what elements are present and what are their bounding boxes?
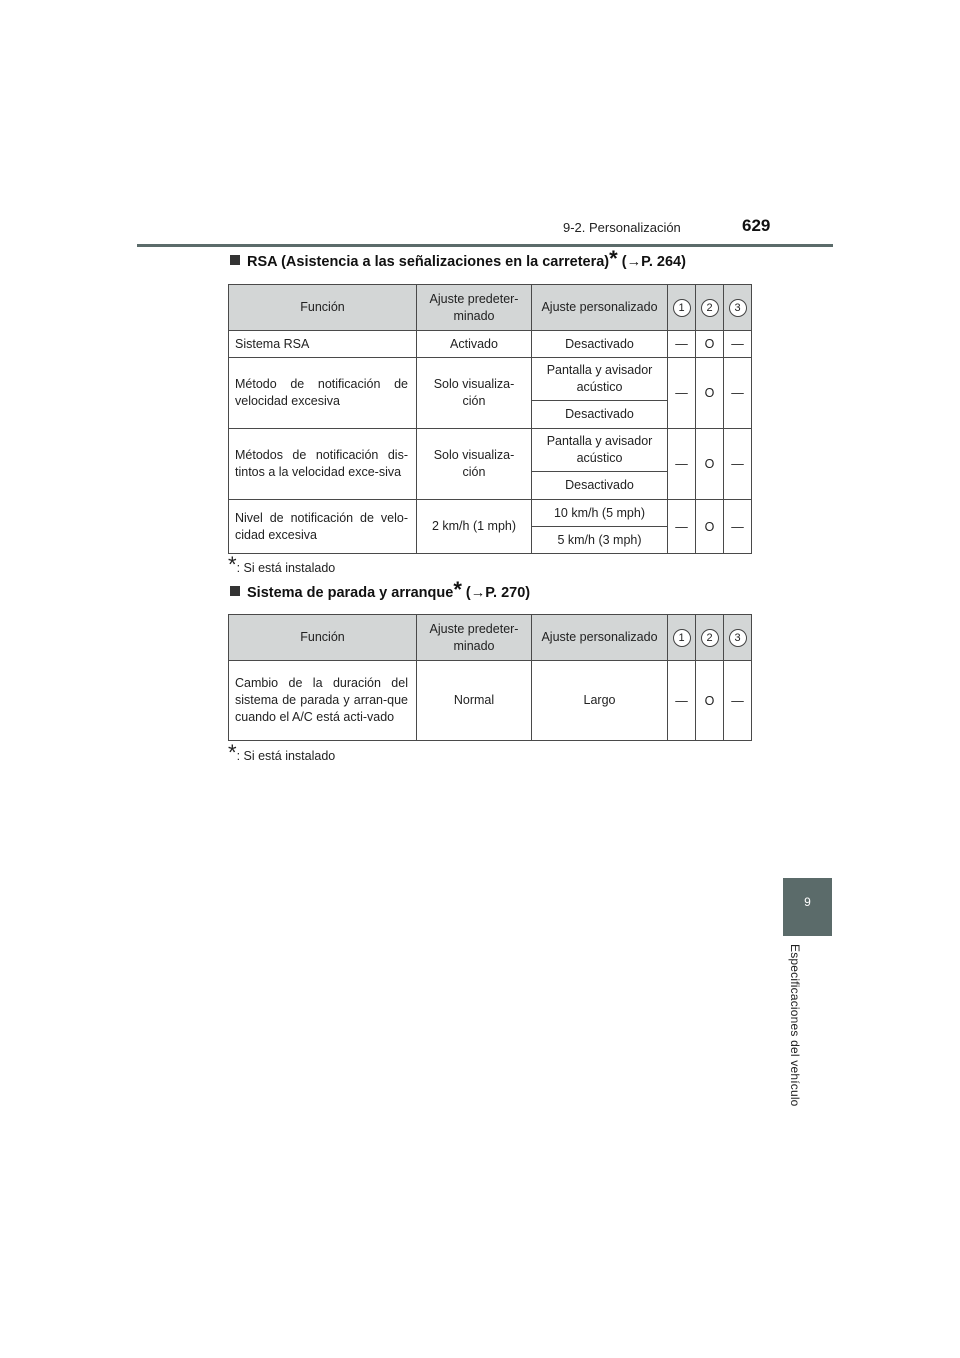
row-mark-1: — xyxy=(668,331,696,358)
header-col-2 xyxy=(696,615,724,661)
footnote-text: : Si está instalado xyxy=(236,749,336,763)
footnote-stop-start xyxy=(228,740,336,765)
number-1-circle-icon: 1 xyxy=(673,299,691,317)
asterisk-mark: * xyxy=(453,577,462,602)
table-header-row xyxy=(229,615,752,661)
row-default: Solo visualiza-ción xyxy=(417,429,532,500)
row-mark-2: O xyxy=(696,500,724,554)
row-mark-1: — xyxy=(668,358,696,429)
row-custom: Desactivado xyxy=(532,401,668,429)
header-function: Función xyxy=(229,615,417,661)
table-row xyxy=(229,500,752,527)
row-mark-2: O xyxy=(696,429,724,500)
row-function: Cambio de la duración del sistema de parada y arran-que cuando el A/C está acti-vado xyxy=(229,661,417,741)
footnote-rsa xyxy=(228,552,336,577)
row-default: Normal xyxy=(417,661,532,741)
row-custom: Pantalla y avisador acústico xyxy=(532,358,668,401)
asterisk-mark: * xyxy=(609,246,618,271)
row-mark-3: — xyxy=(724,358,752,429)
table-row xyxy=(229,358,752,401)
number-3-circle-icon: 3 xyxy=(729,629,747,647)
page-reference: (→P. 270) xyxy=(465,585,531,601)
row-default: Activado xyxy=(417,331,532,358)
row-custom: Pantalla y avisador acústico xyxy=(532,429,668,472)
row-function: Método de notificación de velocidad excesiva xyxy=(229,358,417,429)
table-header-row xyxy=(229,285,752,331)
row-function: Sistema RSA xyxy=(229,331,417,358)
row-mark-2: O xyxy=(696,661,724,741)
number-1-circle-icon: 1 xyxy=(673,629,691,647)
row-custom: Largo xyxy=(532,661,668,741)
row-custom: 5 km/h (3 mph) xyxy=(532,527,668,554)
row-mark-3: — xyxy=(724,500,752,554)
row-default: Solo visualiza-ción xyxy=(417,358,532,429)
row-mark-3: — xyxy=(724,661,752,741)
row-mark-1: — xyxy=(668,661,696,741)
header-col-3 xyxy=(724,285,752,331)
header-default: Ajuste predeter-minado xyxy=(417,615,532,661)
square-bullet-icon xyxy=(230,255,240,265)
section-heading-rsa xyxy=(230,246,686,271)
header-col-1 xyxy=(668,615,696,661)
row-mark-3: — xyxy=(724,429,752,500)
chapter-number: 9 xyxy=(804,895,811,909)
heading-text: Sistema de parada y arranque xyxy=(247,585,454,601)
number-3-circle-icon: 3 xyxy=(729,299,747,317)
number-2-circle-icon: 2 xyxy=(701,629,719,647)
header-divider xyxy=(137,244,833,247)
stop-start-settings-table xyxy=(228,614,752,741)
header-custom: Ajuste personalizado xyxy=(532,615,668,661)
table-row xyxy=(229,661,752,741)
row-mark-2: O xyxy=(696,331,724,358)
table-row xyxy=(229,429,752,472)
header-col-3 xyxy=(724,615,752,661)
row-mark-3: — xyxy=(724,331,752,358)
chapter-tab xyxy=(783,878,832,936)
square-bullet-icon xyxy=(230,586,240,596)
row-default: 2 km/h (1 mph) xyxy=(417,500,532,554)
section-title: 9-2. Personalización xyxy=(563,220,681,235)
header-col-2 xyxy=(696,285,724,331)
header-custom: Ajuste personalizado xyxy=(532,285,668,331)
page-reference: (→P. 264) xyxy=(621,254,686,270)
header-function: Función xyxy=(229,285,417,331)
row-function: Nivel de notificación de velo-cidad excesiva xyxy=(229,500,417,554)
row-custom: Desactivado xyxy=(532,331,668,358)
chapter-label: Especificaciones del vehículo xyxy=(788,944,802,1107)
row-function: Métodos de notificación dis-tintos a la velocidad exce-siva xyxy=(229,429,417,500)
row-custom: Desactivado xyxy=(532,472,668,500)
row-mark-2: O xyxy=(696,358,724,429)
row-mark-1: — xyxy=(668,429,696,500)
footnote-text: : Si está instalado xyxy=(236,561,336,575)
table-row xyxy=(229,331,752,358)
section-heading-stop-start xyxy=(230,577,531,602)
row-custom: 10 km/h (5 mph) xyxy=(532,500,668,527)
asterisk-mark: * xyxy=(228,740,237,765)
asterisk-mark: * xyxy=(228,552,237,577)
rsa-settings-table xyxy=(228,284,752,554)
page-number: 629 xyxy=(742,216,771,235)
header-col-1 xyxy=(668,285,696,331)
row-mark-1: — xyxy=(668,500,696,554)
header-default: Ajuste predeter-minado xyxy=(417,285,532,331)
heading-text: RSA (Asistencia a las señalizaciones en la carretera) xyxy=(247,254,610,270)
number-2-circle-icon: 2 xyxy=(701,299,719,317)
